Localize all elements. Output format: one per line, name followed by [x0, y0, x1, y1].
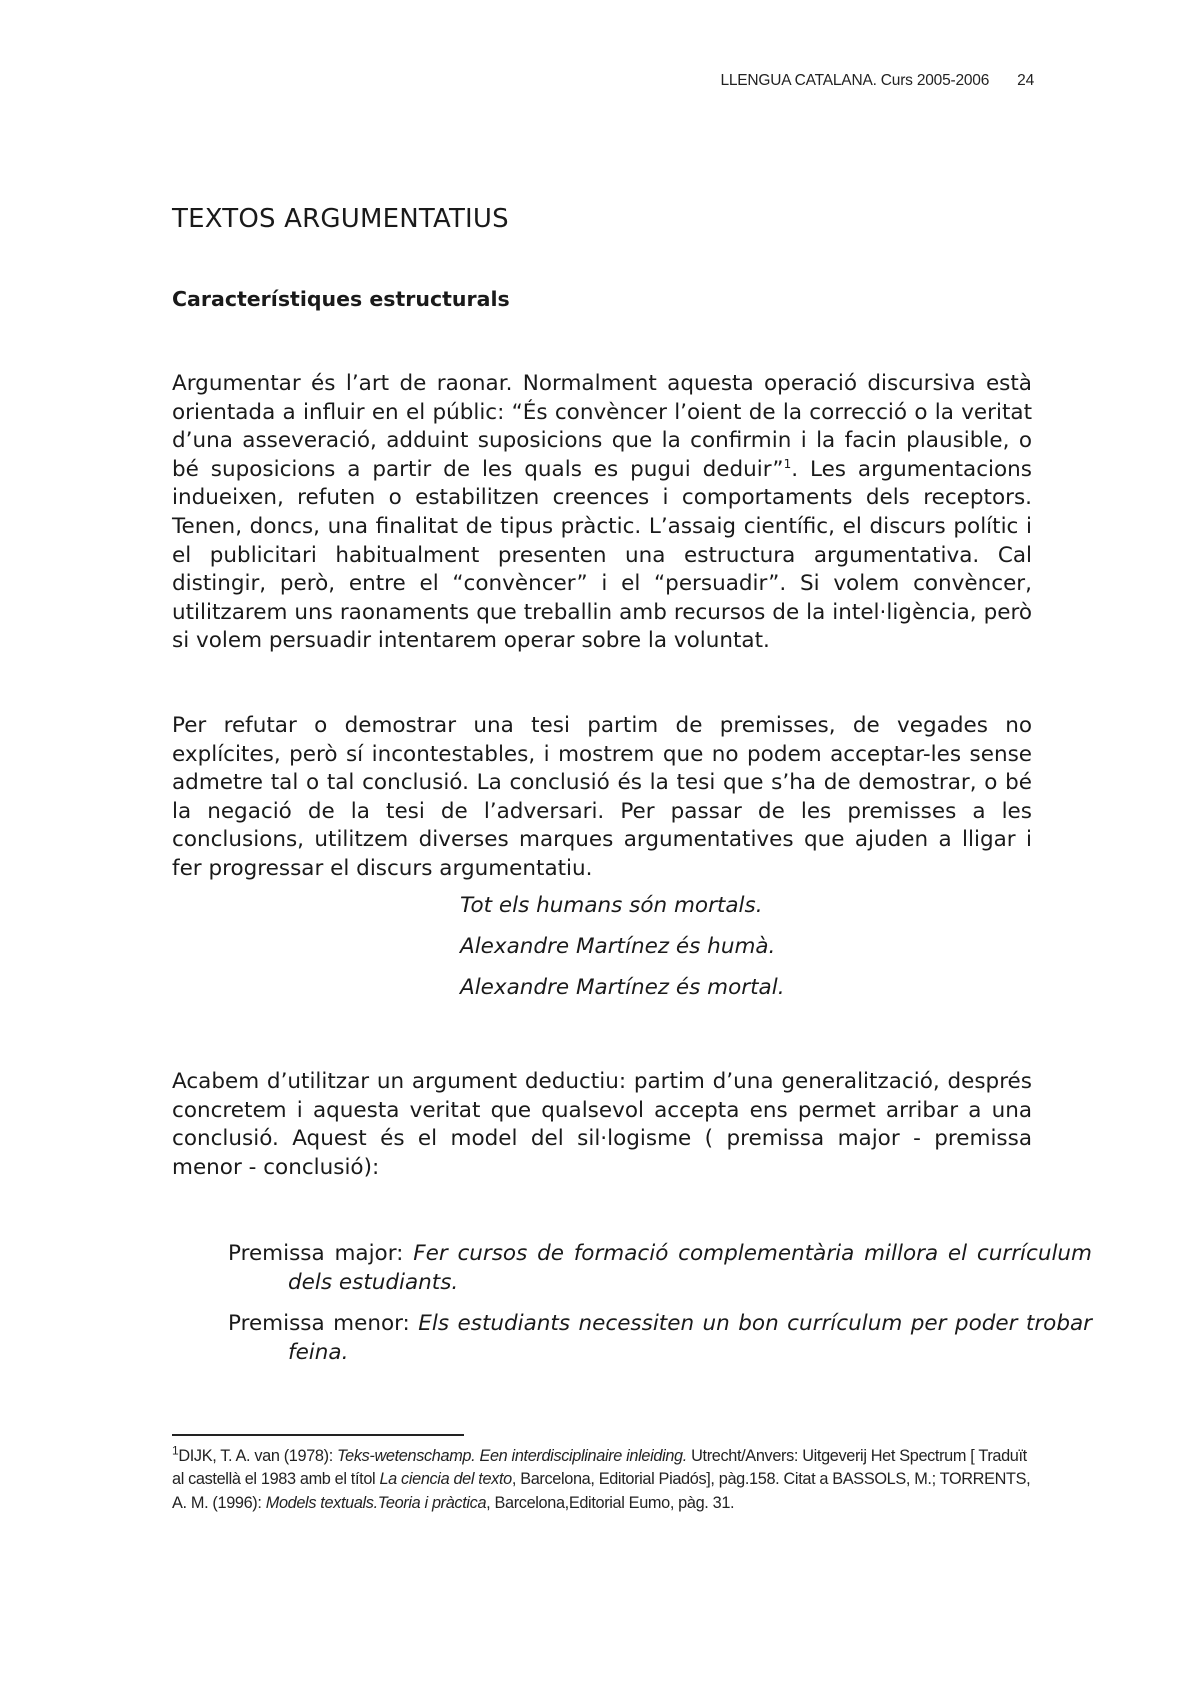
footnote-title: Teks-wetenschamp. Een interdisciplinaire inleiding.	[337, 1447, 687, 1465]
footnote	[172, 1445, 1034, 1515]
paragraph-intro	[172, 370, 1032, 656]
footnote-text: DIJK, T. A. van (1978):	[178, 1447, 338, 1465]
section-title: TEXTOS ARGUMENTATIUS	[172, 204, 509, 234]
running-header	[720, 72, 1034, 90]
syllogism-example	[460, 885, 785, 1008]
page-number: 24	[1017, 72, 1034, 89]
premise-minor	[228, 1310, 1092, 1367]
paragraph-intro-text-b: . Les argumentacions indueixen, refuten o estabilitzen creences i comportaments dels receptors. Tenen, doncs, una finalitat de tipus pràctic. L’assaig científic, el discurs polític i el publicitari habitualment presenten una estructura argumentativa. Cal distingir, però, entre el “convèncer” i el “persuadir”. Si volem convèncer, utilitzarem uns raonaments que treballin amb recursos de la intel·ligència, però si volem persuadir intentarem operar sobre la voluntat.	[172, 456, 1032, 654]
premise-text: Fer cursos de formació complementària millora el currículum dels estudiants.	[288, 1241, 1093, 1295]
paragraph-deductive: Acabem d’utilitzar un argument deductiu: partim d’una generalització, després concretem i aquesta veritat que qualsevol accepta ens permet arribar a una conclusió. Aquest és el model del sil·logisme ( premissa major - premissa menor - conclusió):	[172, 1069, 1032, 1180]
footnote-text: , Barcelona, Editorial Piadós], pàg.158. Citat a BASSOLS, M.; TORRENTS, A. M. (1996):	[172, 1470, 1031, 1512]
section-subtitle: Característiques estructurals	[172, 287, 510, 311]
footnote-title: Models textuals.Teoria i pràctica	[265, 1493, 487, 1512]
syllogism-line: Alexandre Martínez és mortal.	[460, 975, 785, 1000]
footnote-number: 1	[172, 1443, 179, 1458]
footnote-text: Utrecht/Anvers: Uitgeverij Het Spectrum [ Traduït al castellà el 1983 amb el títol	[172, 1447, 1027, 1489]
footnote-separator	[172, 1434, 464, 1436]
premise-label: Premissa menor:	[228, 1311, 419, 1336]
paragraph-premisses: Per refutar o demostrar una tesi partim de premisses, de vegades no explícites, però sí incontestables, i mostrem que no podem acceptar-les sense admetre tal o tal conclusió. La conclusió és la tesi que s’ha de demostrar, o bé la negació de la tesi de l’adversari. Per passar de les premisses a les conclusions, utilitzem diverses marques argumentatives que ajuden a lligar i fer progressar el discurs argumentatiu.	[172, 713, 1032, 881]
premise-text: Els estudiants necessiten un bon currículum per poder trobar feina.	[288, 1311, 1092, 1365]
premise-major	[228, 1240, 1092, 1297]
syllogism-line: Alexandre Martínez és humà.	[460, 934, 776, 959]
syllogism-line: Tot els humans són mortals.	[460, 893, 763, 918]
premise-label: Premissa major:	[228, 1241, 414, 1266]
footnote-reference[interactable]: 1	[783, 456, 792, 471]
running-title: LLENGUA CATALANA. Curs 2005-2006	[720, 72, 990, 89]
paragraph-intro-text-a: Argumentar és l’art de raonar. Normalment aquesta operació discursiva està orientada a influir en el públic: “És convèncer l’oient de la correcció o la veritat d’una asseveració, adduint suposicions que la confirmin i la facin plausible, o bé suposicions a partir de les quals es pugui deduir”	[172, 371, 1032, 482]
footnote-title: La ciencia del texto	[379, 1470, 512, 1489]
footnote-text: , Barcelona,Editorial Eumo, pàg. 31.	[486, 1493, 735, 1512]
